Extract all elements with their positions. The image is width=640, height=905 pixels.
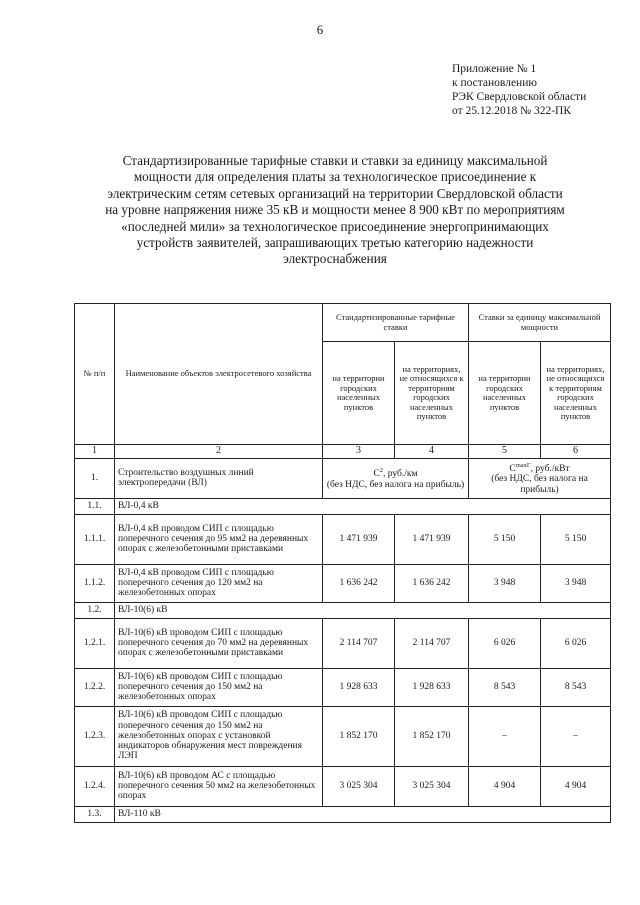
table-row — [75, 514, 611, 564]
title-line: устройств заявителей, запрашивающих третью категорию надежности — [136, 235, 534, 251]
cell-c3: 1 471 939 — [323, 514, 395, 564]
title-line: мощности для определения платы за технологическое присоединение к — [133, 169, 537, 185]
unit-c2 — [323, 458, 469, 498]
unit-c2-symbol: С — [373, 469, 380, 480]
row-num: 1. — [75, 458, 115, 498]
unit-c2-unit: , руб./км — [383, 469, 418, 480]
title-line: электрическим сетям сетевых организаций на территории Свердловской области — [107, 185, 563, 201]
column-number: 1 — [75, 445, 115, 459]
column-number: 2 — [115, 445, 323, 459]
appendix-line: Приложение № 1 — [452, 63, 537, 75]
tariff-table — [74, 303, 611, 823]
row-num: 1.3. — [75, 806, 115, 822]
row-name: ВЛ-0,4 кВ проводом СИП с площадью поперечного сечения до 120 мм2 на железобетонных опорах — [115, 564, 323, 602]
cell-c6: 4 904 — [541, 766, 611, 806]
appendix-block — [452, 62, 586, 118]
column-number: 4 — [395, 445, 469, 459]
cell-c3: 1 852 170 — [323, 706, 395, 766]
unit-cmax-unit: , руб./кВт — [530, 463, 570, 474]
column-number: 5 — [469, 445, 541, 459]
header-urban-capacity: на территории городских населенных пунктов — [469, 342, 541, 445]
cell-c6: – — [541, 706, 611, 766]
document-title — [80, 153, 590, 268]
row-num: 1.1.1. — [75, 514, 115, 564]
header-nonurban-capacity: на территориях, не относящихся к территориям городских населенных пунктов — [541, 342, 611, 445]
row-num: 1.1. — [75, 498, 115, 514]
table-row — [75, 564, 611, 602]
row-name: ВЛ-10(6) кВ — [115, 602, 611, 618]
row-name: Строительство воздушных линий электропередачи (ВЛ) — [115, 458, 323, 498]
title-line: на уровне напряжения ниже 35 кВ и мощности менее 8 900 кВт по мероприятиям — [105, 202, 565, 218]
cell-c3: 3 025 304 — [323, 766, 395, 806]
row-name: ВЛ-110 кВ — [115, 806, 611, 822]
appendix-line: от 25.12.2018 № 322-ПК — [452, 105, 572, 117]
column-number: 6 — [541, 445, 611, 459]
row-name: ВЛ-10(6) кВ проводом СИП с площадью поперечного сечения до 70 мм2 на деревянных опорах с железобетонными приставками — [115, 618, 323, 668]
cell-c3: 1 928 633 — [323, 668, 395, 706]
table-row — [75, 766, 611, 806]
cell-c4: 1 928 633 — [395, 668, 469, 706]
cell-c6: 5 150 — [541, 514, 611, 564]
table-row — [75, 706, 611, 766]
cell-c5: 3 948 — [469, 564, 541, 602]
appendix-line: РЭК Свердловской области — [452, 91, 587, 103]
cell-c4: 1 471 939 — [395, 514, 469, 564]
row-num: 1.1.2. — [75, 564, 115, 602]
table-row — [75, 618, 611, 668]
row-num: 1.2.3. — [75, 706, 115, 766]
row-num: 1.2. — [75, 602, 115, 618]
unit-c2-note: (без НДС, без налога на прибыль) — [326, 479, 465, 490]
header-group-capacity-rates: Ставки за единицу максимальной мощности — [469, 304, 611, 342]
header-num: № п/п — [75, 304, 115, 445]
table-row-group — [75, 602, 611, 618]
cell-c5: 5 150 — [469, 514, 541, 564]
table-row-section — [75, 458, 611, 498]
row-num: 1.2.4. — [75, 766, 115, 806]
row-name: ВЛ-0,4 кВ проводом СИП с площадью поперечного сечения до 95 мм2 на деревянных опорах с железобетонными приставками — [115, 514, 323, 564]
title-line: электроснабжения — [283, 251, 387, 267]
title-line: Стандартизированные тарифные ставки и ставки за единицу максимальной — [122, 153, 548, 168]
row-name: ВЛ-0,4 кВ — [115, 498, 611, 514]
cell-c5: 4 904 — [469, 766, 541, 806]
header-nonurban: на территориях, не относящихся к территориям городских населенных пунктов — [395, 342, 469, 445]
row-name: ВЛ-10(6) кВ проводом СИП с площадью поперечного сечения до 150 мм2 на железобетонных опорах — [115, 668, 323, 706]
appendix-line: к постановлению — [452, 77, 537, 89]
cell-c5: 8 543 — [469, 668, 541, 706]
cell-c6: 6 026 — [541, 618, 611, 668]
unit-cmax-note: (без НДС, без налога на прибыль) — [491, 474, 588, 495]
page-number: 6 — [316, 22, 324, 37]
column-number: 3 — [323, 445, 395, 459]
unit-cmax-symbol: С — [509, 463, 516, 474]
table-row — [75, 668, 611, 706]
cell-c5: – — [469, 706, 541, 766]
table-row-group — [75, 806, 611, 822]
cell-c4: 2 114 707 — [395, 618, 469, 668]
cell-c4: 1 852 170 — [395, 706, 469, 766]
cell-c5: 6 026 — [469, 618, 541, 668]
cell-c4: 3 025 304 — [395, 766, 469, 806]
table-row-group — [75, 498, 611, 514]
title-line: «последней мили» за технологическое присоединение энергопринимающих — [121, 218, 549, 234]
row-name: ВЛ-10(6) кВ проводом СИП с площадью поперечного сечения до 150 мм2 на железобетонных опорах с установкой индикаторов обнаружения мест повреждения ЛЭП — [115, 706, 323, 766]
cell-c3: 2 114 707 — [323, 618, 395, 668]
row-num: 1.2.1. — [75, 618, 115, 668]
unit-c2-subscript: 2 — [379, 466, 384, 474]
unit-cmax — [469, 458, 611, 498]
cell-c6: 8 543 — [541, 668, 611, 706]
unit-cmax-subscript: maxГ — [515, 461, 531, 469]
header-urban: на территории городских населенных пунктов — [323, 342, 395, 445]
cell-c3: 1 636 242 — [323, 564, 395, 602]
header-name: Наименование объектов электросетевого хозяйства — [115, 304, 323, 445]
header-group-standard-rates: Стандартизированные тарифные ставки — [323, 304, 469, 342]
row-name: ВЛ-10(6) кВ проводом АС с площадью поперечного сечения 50 мм2 на железобетонных опорах — [115, 766, 323, 806]
row-num: 1.2.2. — [75, 668, 115, 706]
cell-c4: 1 636 242 — [395, 564, 469, 602]
cell-c6: 3 948 — [541, 564, 611, 602]
